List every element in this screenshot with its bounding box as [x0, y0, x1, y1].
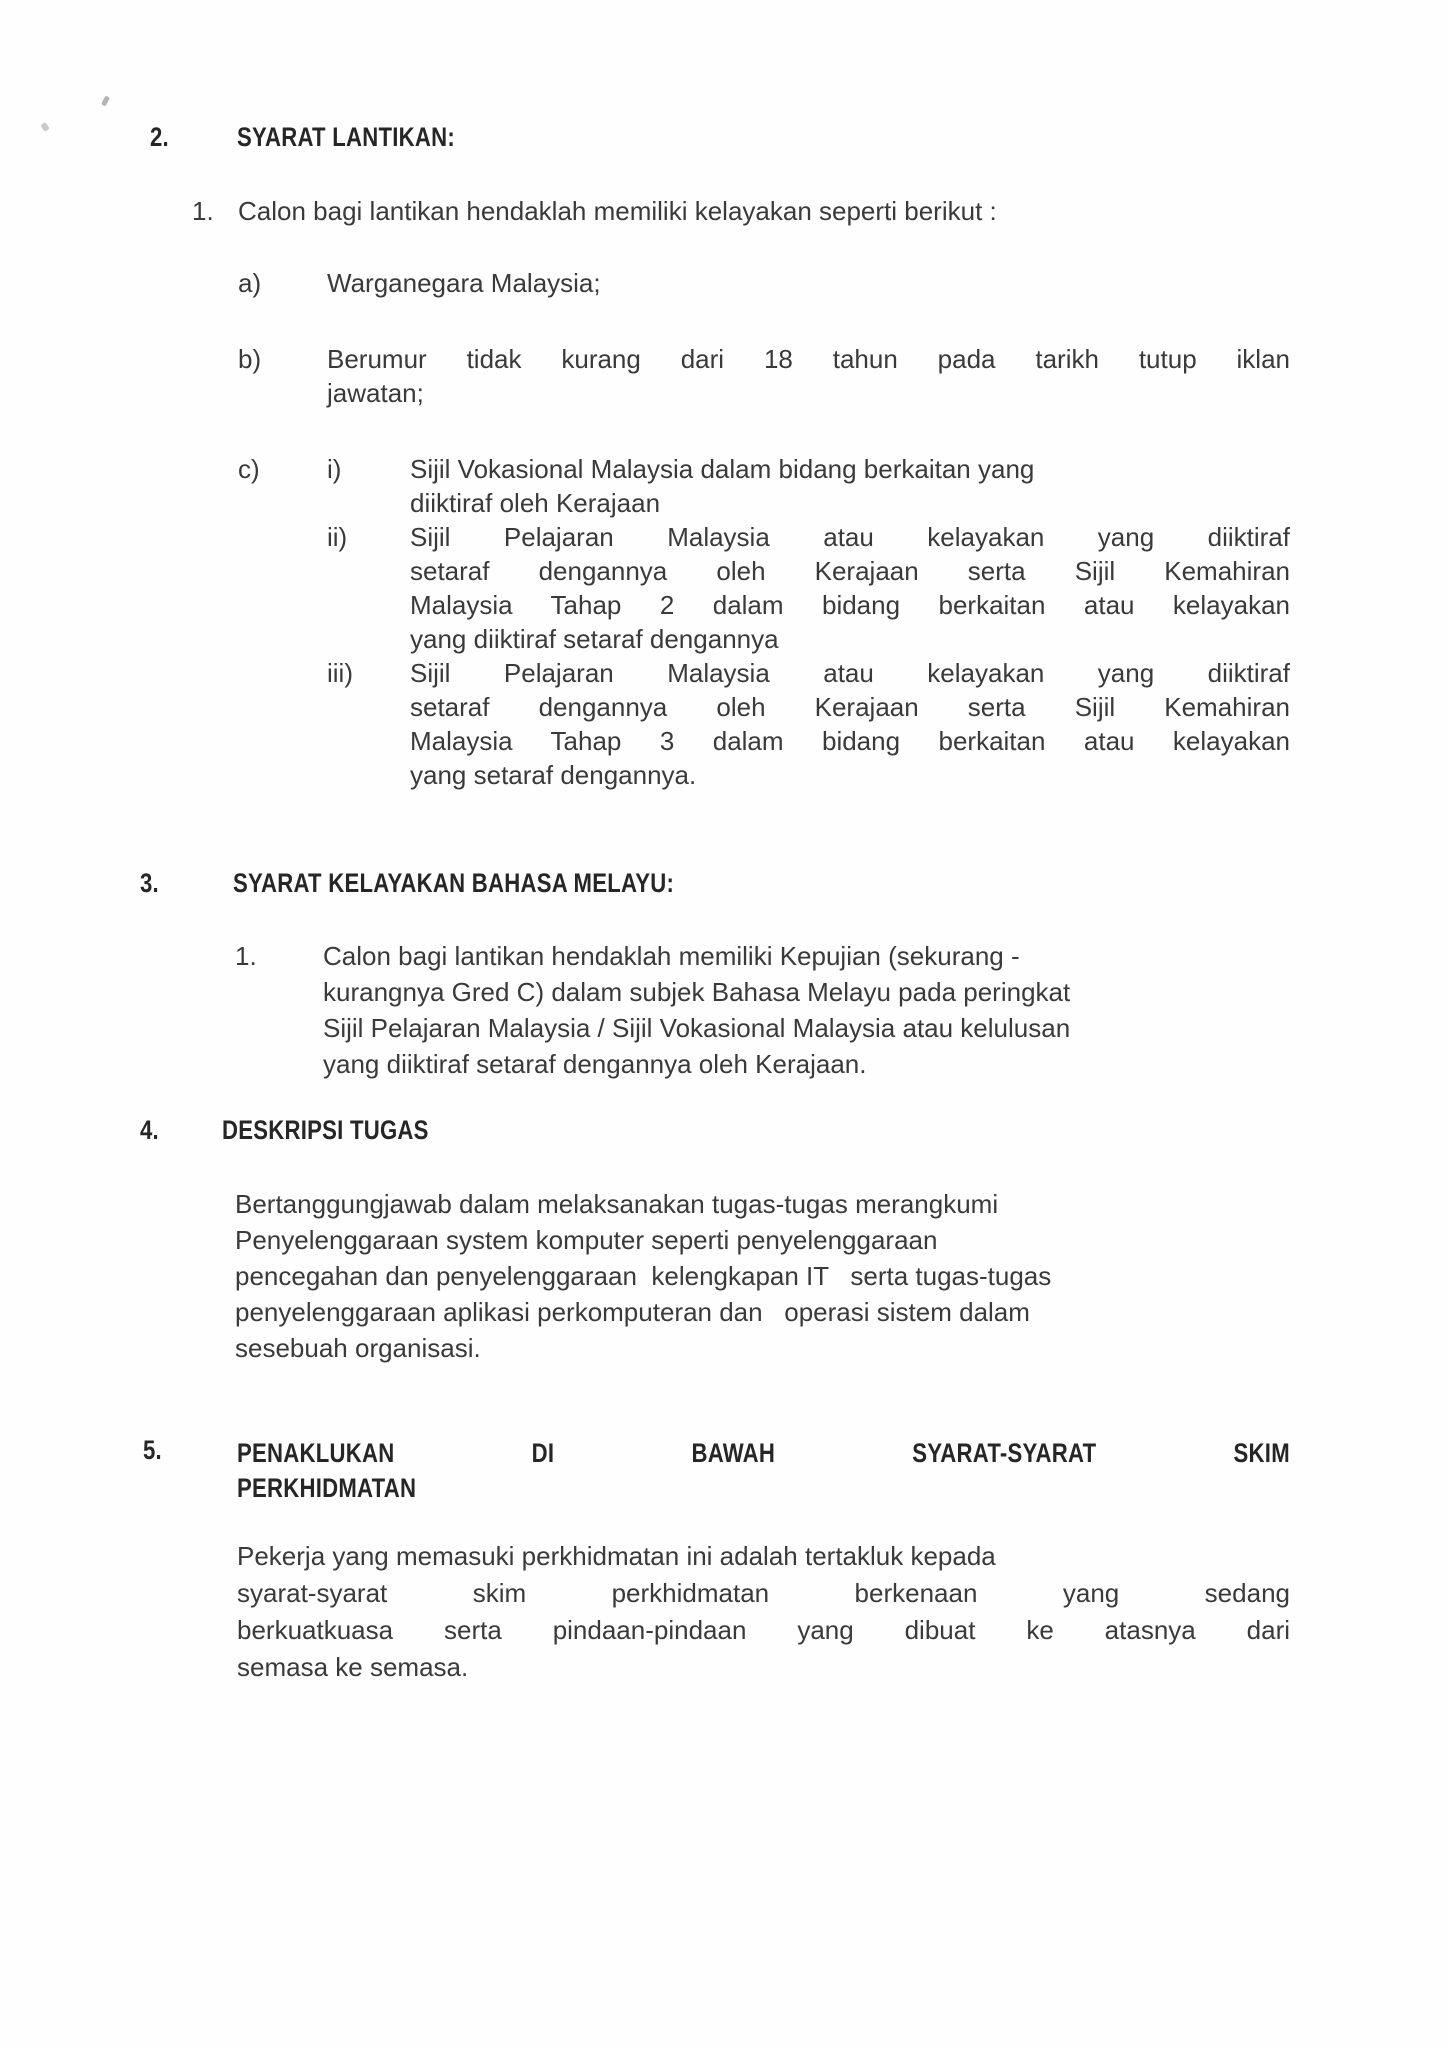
- scan-speck: [101, 95, 110, 106]
- list-marker-ii: ii): [327, 522, 348, 552]
- text-line: setaraf dengannya oleh Kerajaan serta Sijil Kemahiran: [410, 556, 1290, 586]
- text-line: Bertanggungjawab dalam melaksanakan tugas-tugas merangkumi: [235, 1189, 999, 1219]
- section-4-title: DESKRIPSI TUGAS: [222, 1115, 429, 1145]
- list-marker-a: a): [238, 268, 262, 298]
- text-line: yang setaraf dengannya.: [410, 760, 697, 790]
- text-line: kurangnya Gred C) dalam subjek Bahasa Melayu pada peringkat: [323, 977, 1071, 1007]
- text-line: sesebuah organisasi.: [235, 1333, 481, 1363]
- list-marker-iii: iii): [327, 658, 353, 688]
- text-line: Malaysia Tahap 3 dalam bidang berkaitan atau kelayakan: [410, 726, 1290, 756]
- text-line: penyelenggaraan aplikasi perkomputeran dan operasi sistem dalam: [235, 1297, 1030, 1327]
- text-line: jawatan;: [327, 378, 424, 408]
- list-marker-c: c): [238, 454, 260, 484]
- text-line: yang diiktiraf setaraf dengannya: [410, 624, 779, 654]
- text-line: setaraf dengannya oleh Kerajaan serta Sijil Kemahiran: [410, 692, 1290, 722]
- text-line: semasa ke semasa.: [237, 1652, 469, 1682]
- list-item-b-text: [327, 342, 1290, 410]
- list-item-i-text: [410, 452, 1290, 520]
- text-line: Sijil Vokasional Malaysia dalam bidang berkaitan yang: [410, 454, 1035, 484]
- list-marker-b: b): [238, 344, 262, 374]
- list-item-iii-text: [410, 656, 1290, 792]
- section-2-item-1-number: 1.: [192, 196, 214, 226]
- text-line: syarat-syarat skim perkhidmatan berkenaan yang sedang: [237, 1578, 1290, 1608]
- section-4-paragraph: [235, 1186, 1295, 1366]
- section-2-title: SYARAT LANTIKAN:: [237, 122, 455, 152]
- text-line: Penyelenggaraan system komputer seperti penyelenggaraan: [235, 1225, 938, 1255]
- scan-speck: [40, 122, 49, 132]
- section-5-title-line-2: PERKHIDMATAN: [237, 1473, 417, 1503]
- text-line: Malaysia Tahap 2 dalam bidang berkaitan atau kelayakan: [410, 590, 1290, 620]
- list-item-ii-text: [410, 520, 1290, 656]
- section-5-number: 5.: [143, 1435, 162, 1465]
- text-line: Pekerja yang memasuki perkhidmatan ini adalah tertakluk kepada: [237, 1541, 996, 1571]
- text-line: Sijil Pelajaran Malaysia atau kelayakan yang diiktiraf: [410, 522, 1290, 552]
- section-2-number: 2.: [150, 122, 169, 152]
- text-line: Calon bagi lantikan hendaklah memiliki Kepujian (sekurang -: [323, 941, 1020, 971]
- list-item-a-text: Warganegara Malaysia;: [327, 268, 601, 298]
- text-line: Sijil Pelajaran Malaysia / Sijil Vokasional Malaysia atau kelulusan: [323, 1013, 1071, 1043]
- list-marker-i: i): [327, 454, 342, 484]
- text-line: berkuatkuasa serta pindaan-pindaan yang dibuat ke atasnya dari: [237, 1615, 1290, 1645]
- text-line: Sijil Pelajaran Malaysia atau kelayakan yang diiktiraf: [410, 658, 1290, 688]
- section-3-item-1-number: 1.: [235, 941, 257, 971]
- section-5-title-line-1: PENAKLUKAN DI BAWAH SYARAT-SYARAT SKIM: [237, 1438, 1290, 1468]
- section-3-title: SYARAT KELAYAKAN BAHASA MELAYU:: [233, 868, 675, 898]
- section-3-item-1-text: [323, 938, 1290, 1082]
- section-4-number: 4.: [140, 1115, 159, 1145]
- section-2-item-1-text: Calon bagi lantikan hendaklah memiliki kelayakan seperti berikut :: [238, 196, 997, 226]
- text-line: pencegahan dan penyelenggaraan kelengkapan IT serta tugas-tugas: [235, 1261, 1052, 1291]
- text-line: yang diiktiraf setaraf dengannya oleh Kerajaan.: [323, 1049, 867, 1079]
- text-line: Berumur tidak kurang dari 18 tahun pada tarikh tutup iklan: [327, 344, 1290, 374]
- text-line: diiktiraf oleh Kerajaan: [410, 488, 661, 518]
- section-5-paragraph: [237, 1538, 1290, 1686]
- section-3-number: 3.: [140, 868, 159, 898]
